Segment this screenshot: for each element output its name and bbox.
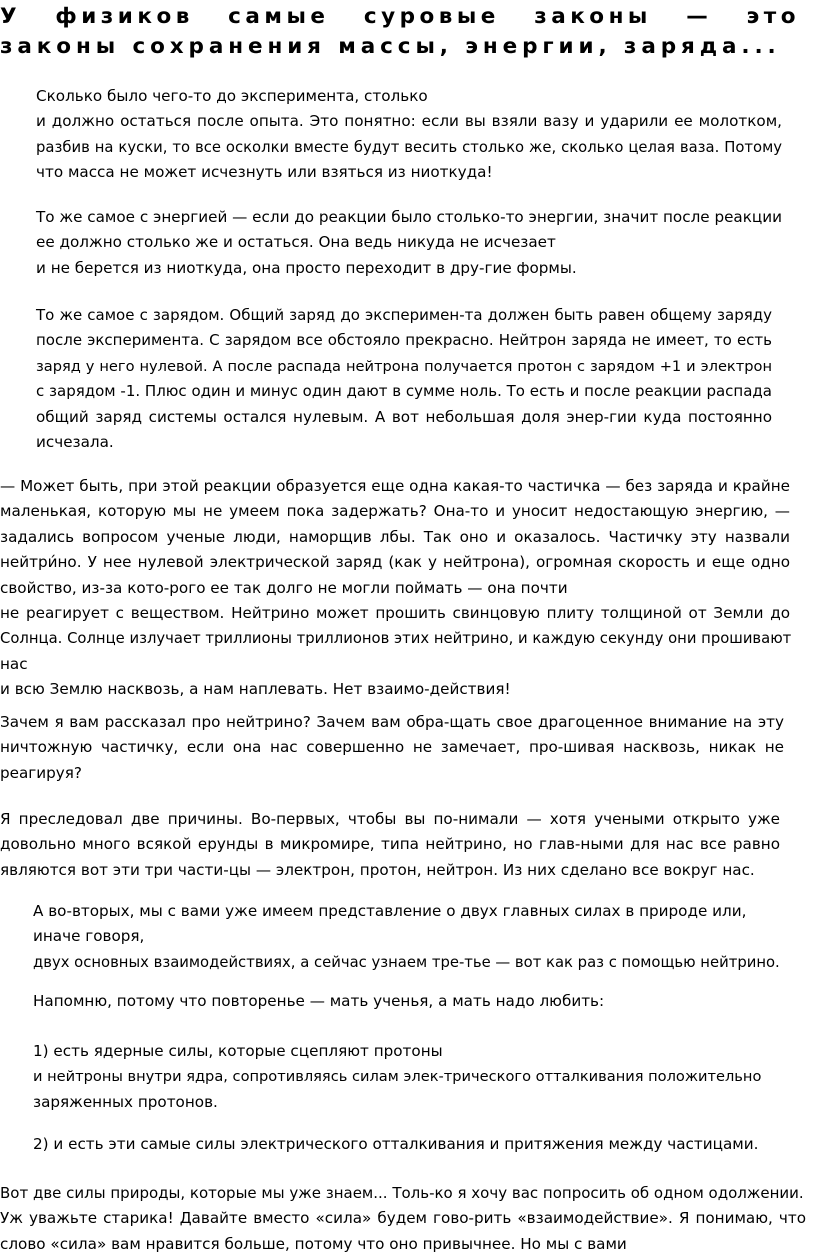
paragraph-second-reason (33, 899, 779, 975)
text-line: 1) есть ядерные силы, которые сцепляют протоны (33, 1042, 443, 1060)
text-line: Я преследовал две причины. Во-первых, чтобы вы по-нимали — хотя учеными открыто уже (0, 810, 780, 828)
text-line: заряд у него нулевой. А после распада нейтрона получается протон с зарядом +1 и электрон (36, 357, 772, 375)
text-line: слово «сила» вам нравится больше, потому что оно привычнее. Но мы с вами (0, 1234, 627, 1253)
text-line: 2) и есть эти самые силы электрического отталкивания и притяжения между частицами. (33, 1135, 759, 1153)
text-line: что масса не может исчезнуть или взяться из ниоткуда! (36, 163, 493, 182)
paragraph-mass (36, 84, 782, 186)
text-line: То же самое с энергией — если до реакции было столько-то энергии, значит после реакции (36, 208, 782, 226)
text-line: после эксперимента. С зарядом все обстояло прекрасно. Нейтрон заряда не имеет, то есть (36, 331, 772, 350)
text-line: задались вопросом ученые люди, наморщив лбы. Так оно и оказалось. Частичку эту назвали (0, 527, 790, 546)
text-line: — Может быть, при этой реакции образуется еще одна какая-то частичка — без заряда и крайне (0, 477, 790, 495)
text-line: нас (0, 654, 28, 673)
text-line: Уж уважьте старика! Давайте вместо «сила» будем гово-рить «взаимодействие». Я понимаю, что (0, 1209, 806, 1228)
text-line: и не берется из ниоткуда, она просто переходит в дру-гие формы. (36, 258, 577, 277)
title-line-1: У физиков самые суровые законы — это (0, 4, 800, 29)
text-line: А во-вторых, мы с вами уже имеем представление о двух главных силах в природе или, (33, 902, 747, 920)
text-line: маленькая, которую мы не умеем пока задержать? Она-то и уносит недостающую энергию, — (0, 502, 790, 521)
list-item-electric-forces (33, 1132, 779, 1157)
text-line: Сколько было чего-то до эксперимента, столько (36, 87, 428, 105)
text-line: общий заряд системы остался нулевым. А вот небольшая доля энер-гии куда постоянно (36, 407, 772, 426)
text-line: заряженных протонов. (33, 1092, 218, 1111)
text-line: двух основных взаимодействиях, а сейчас узнаем тре-тье — вот как раз с помощью нейтрино. (33, 953, 780, 971)
text-line: свойство, из-за кото-рого ее так долго не могли поймать — она почти (0, 578, 568, 597)
text-line: и всю Землю насквозь, а нам наплевать. Нет взаимо-действия! (0, 680, 511, 699)
text-line: иначе говоря, (33, 927, 145, 946)
paragraph-reminder (33, 989, 779, 1014)
text-line: и должно остаться после опыта. Это понятно: если вы взяли вазу и ударили ее молотком, (36, 112, 782, 131)
text-line: разбив на куски, то все осколки вместе будут весить столько же, сколько целая ваза. Потому (36, 138, 782, 156)
text-line: и нейтроны внутри ядра, сопротивляясь силам элек-трического отталкивания положительно (33, 1068, 762, 1086)
text-line: с зарядом -1. Плюс один и минус один дают в сумме ноль. То есть и после реакции распада (36, 382, 772, 401)
text-line: Вот две силы природы, которые мы уже знаем... Толь-ко я хочу вас попросить об одном одолжении. (0, 1184, 804, 1202)
text-line: являются вот эти три части-цы — электрон, протон, нейтрон. Из них сделано все вокруг нас. (0, 860, 755, 879)
text-line: То же самое с зарядом. Общий заряд до эксперимен-та должен быть равен общему заряду (36, 306, 772, 324)
paragraph-energy (36, 205, 782, 281)
text-line: нейтри́но. У нее нулевой электрической заряд (как у нейтрона), огромная скорость и еще одно (0, 553, 790, 572)
paragraph-two-reasons (0, 807, 780, 883)
text-line: не реагирует с веществом. Нейтрино может прошить свинцовую плиту толщиной от Земли до (0, 604, 790, 623)
text-line: ее должно столько же и остаться. Она ведь никуда не исчезает (36, 233, 556, 252)
title-line-2: законы сохранения массы, энергии, заряда... (0, 34, 781, 59)
text-line: реагируя? (0, 763, 82, 782)
paragraph-charge (36, 303, 772, 455)
text-line: Солнца. Солнце излучает триллионы триллионов этих нейтрино, и каждую секунду они прошивают (0, 630, 792, 648)
paragraph-two-forces (0, 1181, 806, 1257)
paragraph-why-neutrino (0, 710, 784, 786)
text-line: ничтожную частичку, если она нас совершенно не замечает, про-шивая насквозь, никак не (0, 738, 784, 757)
paragraph-neutrino (0, 474, 790, 703)
page-title (0, 2, 800, 62)
text-line: исчезала. (36, 433, 114, 452)
text-line: Зачем я вам рассказал про нейтрино? Зачем вам обра-щать свое драгоценное внимание на эту (0, 713, 784, 731)
text-line: довольно много всякой ерунды в микромире, типа нейтрино, но глав-ными для нас все равно (0, 835, 780, 854)
list-item-nuclear-forces (33, 1039, 769, 1115)
text-line: Напомню, потому что повторенье — мать ученья, а мать надо любить: (33, 992, 605, 1010)
